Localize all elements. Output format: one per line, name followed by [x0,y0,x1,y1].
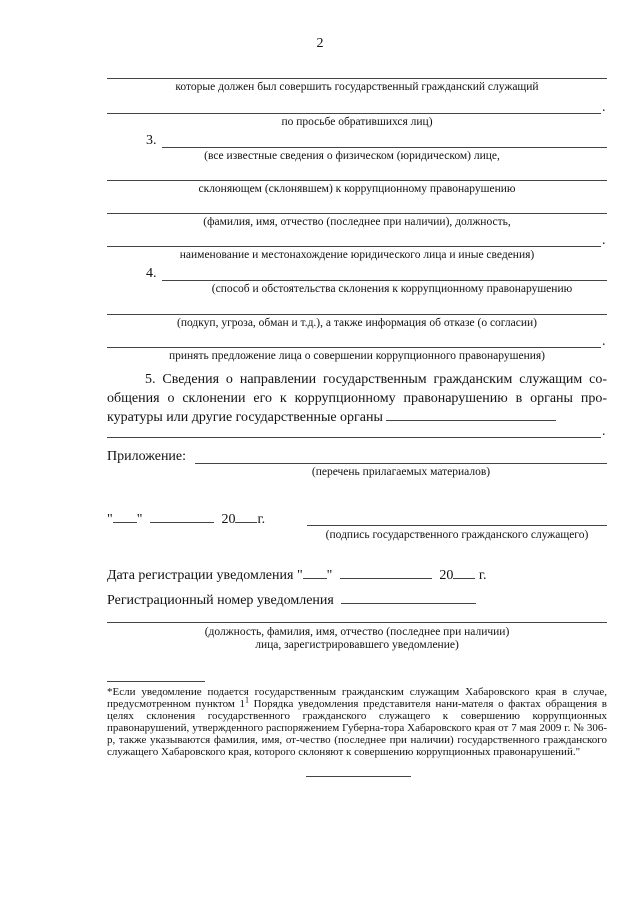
caption-method: (способ и обстоятельства склонения к коррупционному правонарушению [211,283,573,295]
caption-accept-offer: принять предложение лица о совершении коррупционного правонарушения) [168,350,546,362]
fill-line[interactable] [162,147,607,148]
caption-registrar-2: лица, зарегистрировавшего уведомление) [255,639,459,651]
registration-date-line [107,566,487,584]
year-field[interactable] [235,510,257,523]
month-field[interactable] [150,510,214,523]
date-line [107,510,265,528]
registration-month-field[interactable] [340,566,432,579]
registration-number-line [107,591,476,609]
fill-line[interactable] [162,280,607,281]
date-year-prefix: 20 [221,512,236,527]
end-separator [306,776,411,777]
footnote-separator [107,681,205,682]
registrar-line[interactable] [107,622,607,623]
date-mid-quote: " [136,512,143,527]
footnote-superscript: 1 [245,695,249,705]
caption-by-request: по просьбе обратившихся лиц) [281,116,433,128]
registration-day-field[interactable] [303,566,327,579]
registration-year-field[interactable] [453,566,475,579]
item-5-paragraph [107,370,607,427]
caption-bribery: (подкуп, угроза, обман и т.д.), а также информация об отказе (о согласии) [176,317,538,329]
fill-line[interactable] [107,180,607,181]
item-4-number: 4. [146,266,157,281]
attachment-line[interactable] [195,463,607,464]
page-number: 2 [316,36,324,51]
caption-fio-position: (фамилия, имя, отчество (последнее при наличии), должность, [203,216,511,228]
fill-line[interactable] [107,314,607,315]
fill-line[interactable] [107,246,601,247]
signature-line[interactable] [307,525,607,526]
fill-line[interactable] [107,347,601,348]
caption-registrar-1: (должность, фамилия, имя, отчество (последнее при наличии) [204,626,510,638]
registration-year-prefix: 20 [439,568,454,583]
date-open-quote: " [107,512,113,527]
period: . [602,100,606,115]
registration-date-mid: " [326,568,333,583]
item-5-text: 5. Сведения о направлении государственным гражданским служащим со-общения о склонении его к коррупционному правонарушению в органы про-куратуры или другие государственные органы [107,372,607,425]
fill-line[interactable] [107,78,607,79]
registration-date-label: Дата регистрации уведомления " [107,568,303,583]
period: . [602,233,606,248]
caption-materials-list: (перечень прилагаемых материалов) [311,466,491,478]
period: . [602,334,606,349]
fill-line[interactable] [107,113,601,114]
caption-name-location: наименование и местонахождение юридического лица и иные сведения) [179,249,535,261]
date-year-suffix: г. [257,512,266,527]
caption-signature: (подпись государственного гражданского служащего) [325,529,589,541]
caption-actions: которые должен был совершить государственный гражданский служащий [175,81,539,93]
fill-line[interactable] [107,437,601,438]
footnote-text-1: *Если уведомление подается государственным гражданским служащим Хабаровского края в случае, предусмотренном пунктом 1 [107,686,607,710]
caption-info-person: (все известные сведения о физическом (юридическом) лице, [204,150,500,162]
registration-number-label: Регистрационный номер уведомления [107,593,334,608]
footnote-text-2: Порядка уведомления представителя нани-мателя о фактах обращения в целях склонения государственного гражданского служащего к совершению коррупционных правонарушений, утвержденного распоряжением Губерна-тора Хабаровского края от 7 мая 2009 г. № 306-р, также указываются фамилия, имя, от-чество (последнее при наличии) государственного гражданского служащего Хабаровского края, которого склоняют к совершению коррупционных правонарушений." [107,698,607,758]
caption-inducing: склоняющем (склонявшем) к коррупционному правонарушению [198,183,516,195]
attachment-label: Приложение: [107,449,187,464]
registration-year-suffix: г. [478,568,487,583]
period: . [602,424,606,439]
fill-line[interactable] [386,408,556,421]
footnote [107,686,607,758]
item-3-number: 3. [146,133,157,148]
fill-line[interactable] [107,213,607,214]
registration-number-field[interactable] [341,591,476,604]
day-field[interactable] [113,510,137,523]
